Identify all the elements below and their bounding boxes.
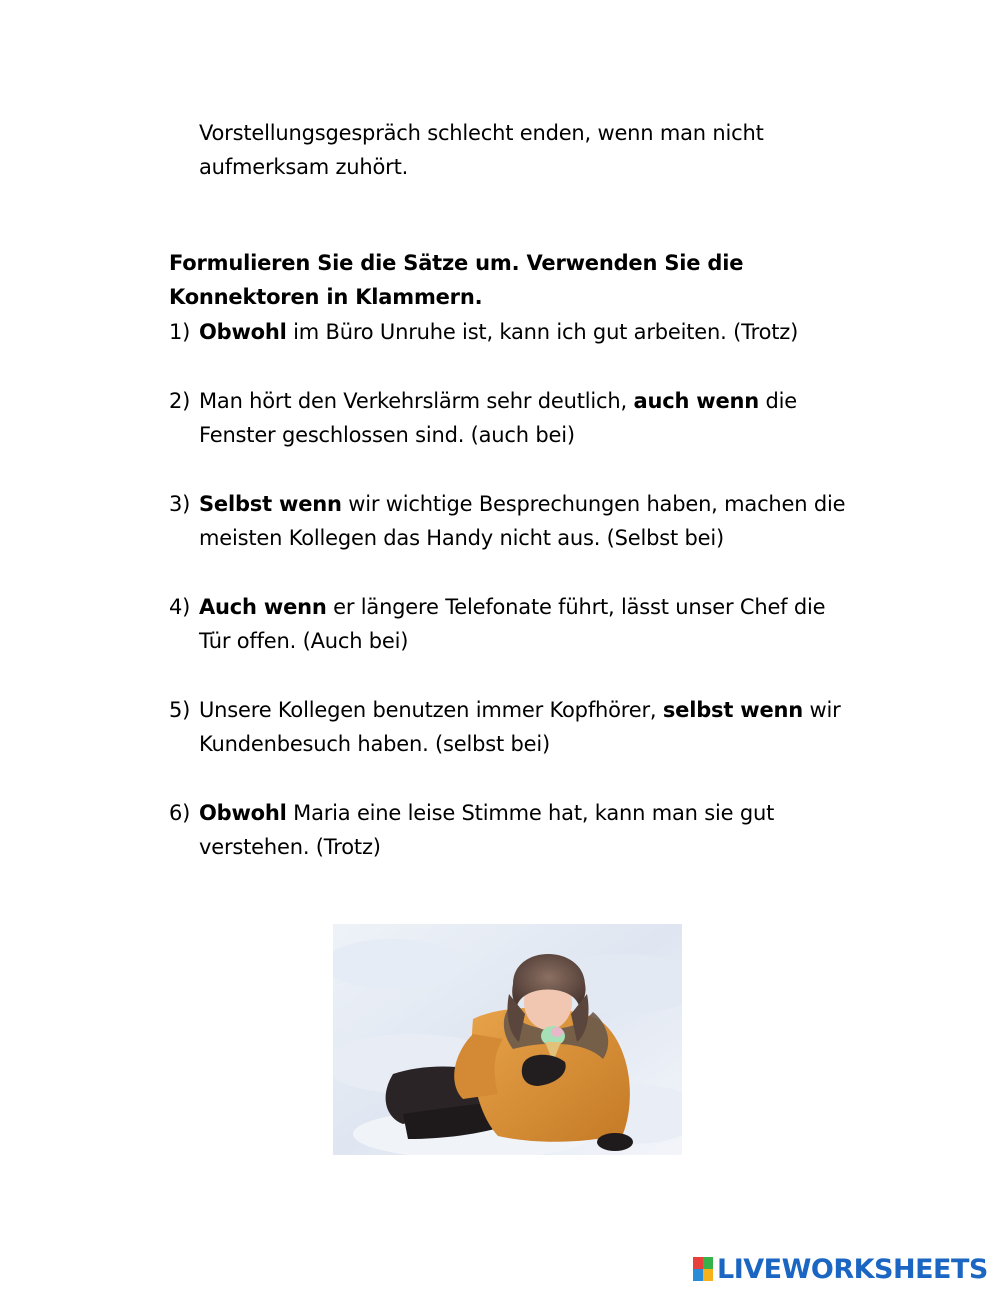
liveworksheets-logo-icon — [693, 1257, 713, 1281]
exercise-number: 3) — [169, 492, 191, 516]
exercise-number: 6) — [169, 801, 191, 825]
liveworksheets-logo-text: LIVEWORKSHEETS — [717, 1253, 988, 1285]
exercise-text: Fenster geschlossen sind. (auch bei) — [199, 423, 575, 447]
connector-bold: Obwohl — [199, 801, 287, 825]
exercise-text: Tür offen. (Auch bei) — [199, 629, 409, 653]
exercise-text: wir wichtige Besprechungen haben, machen die — [341, 492, 846, 516]
exercise-2 — [169, 384, 889, 452]
continuation-line-2: aufmerksam zuhört. — [199, 155, 409, 179]
exercise-5 — [169, 693, 889, 761]
connector-bold: auch wenn — [633, 389, 760, 413]
instruction-line-2: Konnektoren in Klammern. — [169, 285, 483, 309]
exercise-number: 2) — [169, 389, 191, 413]
exercise-text: meisten Kollegen das Handy nicht aus. (Selbst bei) — [199, 526, 725, 550]
exercise-text: Kundenbesuch haben. (selbst bei) — [199, 732, 550, 756]
exercise-3 — [169, 487, 889, 555]
exercise-text: verstehen. (Trotz) — [199, 835, 381, 859]
instruction-heading — [169, 246, 889, 314]
exercise-text: Unsere Kollegen benutzen immer Kopfhörer, — [199, 698, 663, 722]
connector-bold: Selbst wenn — [199, 492, 342, 516]
connector-bold: selbst wenn — [662, 698, 804, 722]
exercise-1 — [169, 315, 889, 349]
exercise-number: 5) — [169, 698, 191, 722]
instruction-line-1: Formulieren Sie die Sätze um. Verwenden Sie die — [169, 251, 744, 275]
exercise-text: Maria eine leise Stimme hat, kann man sie gut — [286, 801, 775, 825]
continuation-line-1: Vorstellungsgespräch schlecht enden, wenn man nicht — [199, 121, 764, 145]
connector-bold: Obwohl — [199, 320, 287, 344]
continuation-text — [199, 116, 899, 184]
exercise-text: die — [759, 389, 798, 413]
connector-bold: Auch wenn — [199, 595, 327, 619]
exercise-6 — [169, 796, 889, 864]
photo-girl-in-snow — [333, 924, 682, 1155]
exercise-text: Man hört den Verkehrslärm sehr deutlich, — [199, 389, 634, 413]
exercise-number: 4) — [169, 595, 191, 619]
exercise-text: wir — [803, 698, 841, 722]
exercise-number: 1) — [169, 320, 191, 344]
exercise-text: im Büro Unruhe ist, kann ich gut arbeiten. (Trotz) — [286, 320, 799, 344]
exercise-4 — [169, 590, 889, 658]
liveworksheets-logo — [693, 1253, 988, 1285]
exercise-text: er längere Telefonate führt, lässt unser Chef die — [326, 595, 826, 619]
